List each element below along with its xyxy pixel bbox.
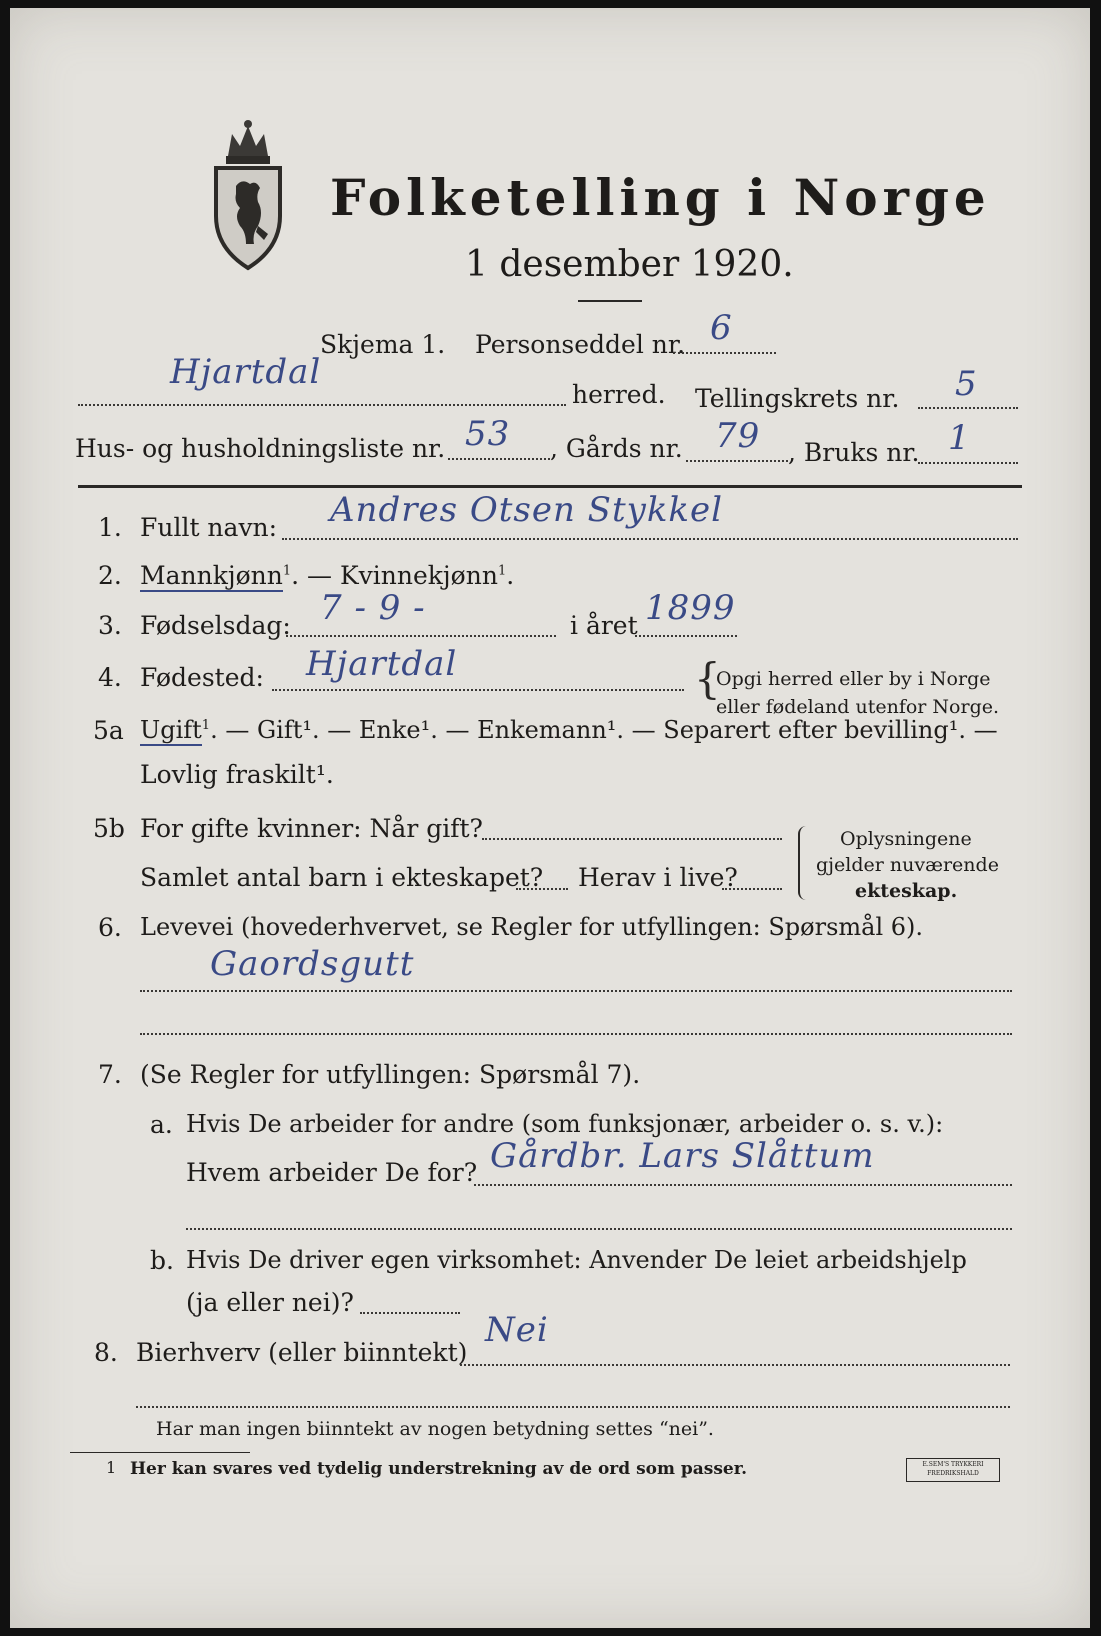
husliste-value: 53 bbox=[465, 414, 511, 454]
coat-of-arms-icon bbox=[206, 116, 290, 272]
q7-number: 7. bbox=[98, 1060, 122, 1089]
q7a-line-1: Hvis De arbeider for andre (som funksjonær, arbeider o. s. v.): bbox=[186, 1110, 944, 1138]
q4-number: 4. bbox=[98, 663, 122, 692]
tellingskrets-line bbox=[918, 407, 1018, 409]
q5b-note-3: ekteskap. bbox=[855, 880, 958, 902]
form-title: Folketelling i Norge bbox=[330, 168, 991, 227]
q7a-value: Gårdbr. Lars Slåttum bbox=[490, 1136, 875, 1176]
husliste-line bbox=[448, 458, 550, 460]
q5b-brace bbox=[798, 826, 806, 900]
q8-line-extra bbox=[136, 1406, 1010, 1408]
q2-rest-sup: 1 bbox=[497, 563, 507, 579]
q7-label: (Se Regler for utfyllingen: Spørsmål 7). bbox=[140, 1060, 641, 1089]
q7b-line bbox=[360, 1312, 460, 1314]
q5b-number: 5b bbox=[93, 814, 125, 843]
tellingskrets-label: Tellingskrets nr. bbox=[695, 384, 900, 413]
herred-label: herred. bbox=[572, 380, 666, 409]
q8-label: Bierhverv (eller biinntekt) bbox=[136, 1338, 468, 1367]
q3-year-label: i året bbox=[570, 611, 638, 640]
census-form bbox=[10, 8, 1090, 1628]
q5a-line1-rest: . — Gift¹. — Enke¹. — Enkemann¹. — Separert efter bevilling¹. — bbox=[210, 716, 998, 744]
q5b-children-line bbox=[516, 888, 568, 890]
q8-value: Nei bbox=[485, 1310, 549, 1350]
title-divider bbox=[578, 300, 642, 302]
q4-note-1: Opgi herred eller by i Norge bbox=[716, 668, 991, 690]
q1-line bbox=[282, 538, 1018, 540]
census-date: 1 desember 1920. bbox=[465, 244, 794, 285]
q5b-note-2: gjelder nuværende bbox=[816, 854, 999, 876]
q1-label: Fullt navn: bbox=[140, 513, 278, 542]
footnote-number: 1 bbox=[106, 1458, 117, 1477]
q5a-ugift-sup: 1 bbox=[201, 718, 211, 733]
q5b-line-1: For gifte kvinner: Når gift? bbox=[140, 814, 483, 843]
q7a-line-2: Hvem arbeider De for? bbox=[186, 1158, 478, 1187]
gards-line bbox=[686, 460, 788, 462]
q4-value: Hjartdal bbox=[306, 644, 458, 684]
q3-line bbox=[286, 635, 556, 637]
q3-year-value: 1899 bbox=[645, 588, 736, 628]
tellingskrets-value: 5 bbox=[955, 364, 978, 404]
q4-brace: { bbox=[694, 654, 721, 703]
q5b-line-2a: Samlet antal barn i ekteskapet? bbox=[140, 863, 544, 892]
q8-line bbox=[460, 1364, 1010, 1366]
q5b-line-2b: Herav i live? bbox=[578, 863, 738, 892]
q4-line bbox=[272, 689, 684, 691]
header-divider bbox=[78, 485, 1022, 488]
personseddel-value: 6 bbox=[710, 308, 733, 348]
q2-mann: Mannkjønn bbox=[140, 561, 283, 590]
q5a-line-1 bbox=[140, 716, 998, 744]
gards-value: 79 bbox=[715, 416, 761, 456]
gards-label: , Gårds nr. bbox=[550, 434, 683, 463]
bruks-line bbox=[918, 462, 1018, 464]
q7b-line-2: (ja eller nei)? bbox=[186, 1288, 354, 1317]
q5b-married-line bbox=[482, 838, 782, 840]
q6-line-2 bbox=[140, 1033, 1012, 1035]
q8-note: Har man ingen biinntekt av nogen betydning settes “nei”. bbox=[156, 1418, 714, 1440]
q2-text bbox=[140, 561, 514, 590]
q3-number: 3. bbox=[98, 611, 122, 640]
q3-year-line bbox=[635, 635, 737, 637]
footnote-text: Her kan svares ved tydelig understrekning av de ord som passer. bbox=[130, 1459, 748, 1479]
printer-line-1: E.SEM'S TRYKKERI bbox=[922, 1461, 984, 1468]
q7a-letter: a. bbox=[150, 1110, 173, 1139]
skjema-label: Skjema 1. bbox=[320, 330, 446, 359]
q2-rest: . — Kvinnekjønn bbox=[291, 561, 498, 590]
q7a-line-extra bbox=[186, 1228, 1012, 1230]
q6-value: Gaordsgutt bbox=[210, 944, 415, 984]
q6-line-1 bbox=[140, 990, 1012, 992]
bruks-value: 1 bbox=[948, 418, 971, 458]
husliste-label: Hus- og husholdningsliste nr. bbox=[75, 434, 446, 463]
q4-label: Fødested: bbox=[140, 663, 264, 692]
q5a-ugift: Ugift bbox=[140, 716, 202, 744]
q7b-line-1: Hvis De driver egen virksomhet: Anvender De leiet arbeidshjelp bbox=[186, 1246, 967, 1274]
q5a-number: 5a bbox=[93, 716, 124, 745]
footnote-divider bbox=[70, 1452, 250, 1453]
q1-number: 1. bbox=[98, 513, 122, 542]
q5a-line-2: Lovlig fraskilt¹. bbox=[140, 760, 334, 789]
q6-label: Levevei (hovederhvervet, se Regler for utfyllingen: Spørsmål 6). bbox=[140, 913, 924, 941]
printer-stamp bbox=[906, 1458, 1000, 1482]
q8-number: 8. bbox=[94, 1338, 118, 1367]
q6-number: 6. bbox=[98, 913, 122, 942]
bruks-label: , Bruks nr. bbox=[788, 438, 920, 467]
q7b-letter: b. bbox=[150, 1246, 174, 1275]
personseddel-label: Personseddel nr. bbox=[475, 330, 686, 359]
q2-mann-sup: 1 bbox=[282, 563, 292, 579]
herred-line bbox=[78, 404, 566, 406]
q2-end: . bbox=[506, 561, 515, 590]
q5b-alive-line bbox=[722, 888, 782, 890]
printer-line-2: FREDRIKSHALD bbox=[927, 1470, 979, 1477]
q4-note-2: eller fødeland utenfor Norge. bbox=[716, 696, 1000, 718]
q3-value: 7 - 9 - bbox=[320, 588, 426, 628]
q1-value: Andres Otsen Stykkel bbox=[330, 490, 724, 530]
q3-label: Fødselsdag: bbox=[140, 611, 291, 640]
q2-number: 2. bbox=[98, 561, 122, 590]
q5b-note-1: Oplysningene bbox=[840, 828, 972, 850]
q7a-line bbox=[474, 1184, 1012, 1186]
personseddel-line bbox=[673, 352, 776, 354]
herred-value: Hjartdal bbox=[170, 352, 322, 392]
